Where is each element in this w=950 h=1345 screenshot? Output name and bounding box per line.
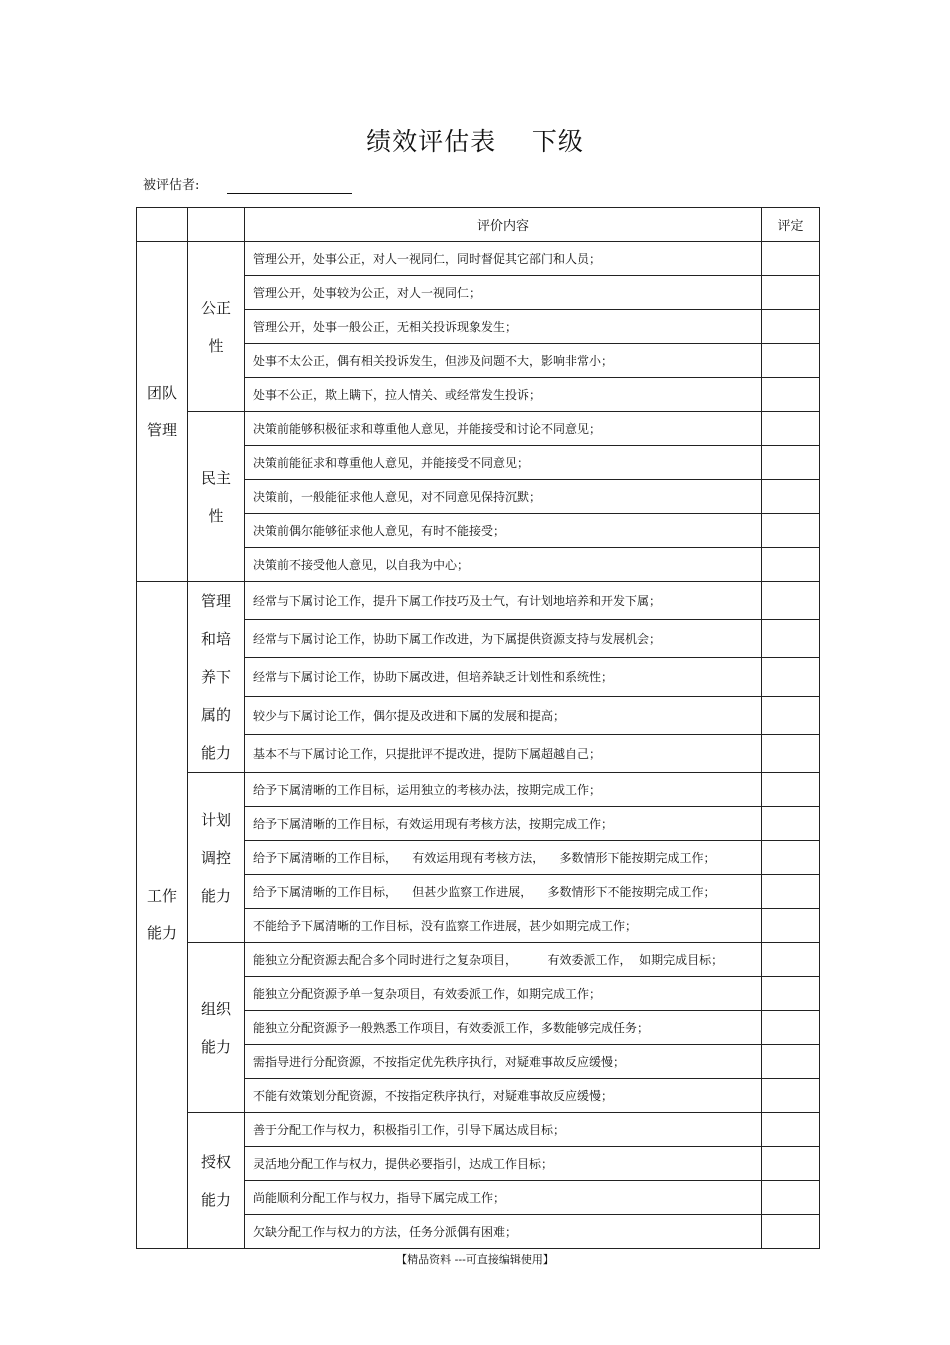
header-subcategory — [188, 208, 245, 242]
criterion-text: 经常与下属讨论工作，提升下属工作技巧及士气，有计划地培养和开发下属； — [245, 582, 762, 620]
criterion-text: 管理公开，处事较为公正，对人一视同仁； — [245, 276, 762, 310]
criterion-text: 尚能顺利分配工作与权力，指导下属完成工作； — [245, 1181, 762, 1215]
rating-cell[interactable] — [762, 875, 820, 909]
header-rating: 评定 — [762, 208, 820, 242]
subcategory-label: 公正 性 — [200, 298, 231, 355]
criterion-text: 管理公开，处事公正，对人一视同仁，同时督促其它部门和人员； — [245, 242, 762, 276]
criterion-text: 善于分配工作与权力，积极指引工作，引导下属达成目标； — [245, 1113, 762, 1147]
criterion-text: 经常与下属讨论工作，协助下属工作改进，为下属提供资源支持与发展机会； — [245, 620, 762, 658]
rating-cell[interactable] — [762, 1079, 820, 1113]
subcategory-cell — [188, 582, 245, 773]
criterion-text: 经常与下属讨论工作，协助下属改进，但培养缺乏计划性和系统性； — [245, 658, 762, 696]
category-label: 工作 能力 — [146, 887, 177, 942]
criterion-text: 较少与下属讨论工作，偶尔提及改进和下属的发展和提高； — [245, 696, 762, 734]
criterion-text: 不能有效策划分配资源，不按指定秩序执行，对疑难事故反应缓慢； — [245, 1079, 762, 1113]
subcategory-label: 组织 能力 — [200, 999, 231, 1056]
rating-cell[interactable] — [762, 344, 820, 378]
rating-cell[interactable] — [762, 1011, 820, 1045]
rating-cell[interactable] — [762, 773, 820, 807]
rating-cell[interactable] — [762, 310, 820, 344]
footer-note: 【精品资料 ---可直接编辑使用】 — [396, 1253, 554, 1266]
criterion-text: 灵活地分配工作与权力，提供必要指引，达成工作目标； — [245, 1147, 762, 1181]
rating-cell[interactable] — [762, 909, 820, 943]
assessee-name-field[interactable] — [227, 193, 352, 194]
criterion-text: 决策前能够积极征求和尊重他人意见，并能接受和讨论不同意见； — [245, 412, 762, 446]
rating-cell[interactable] — [762, 943, 820, 977]
table-row — [137, 773, 820, 807]
rating-cell[interactable] — [762, 1147, 820, 1181]
rating-cell[interactable] — [762, 1113, 820, 1147]
rating-cell[interactable] — [762, 548, 820, 582]
table-header-row — [137, 208, 820, 242]
rating-cell[interactable] — [762, 620, 820, 658]
criterion-text: 欠缺分配工作与权力的方法，任务分派偶有困难； — [245, 1215, 762, 1249]
subcategory-label: 民主 性 — [200, 468, 231, 525]
table-row — [137, 943, 820, 977]
table-row — [137, 242, 820, 276]
rating-cell[interactable] — [762, 1181, 820, 1215]
criterion-text: 能独立分配资源予单一复杂项目，有效委派工作，如期完成工作； — [245, 977, 762, 1011]
criterion-text: 决策前偶尔能够征求他人意见，有时不能接受； — [245, 514, 762, 548]
rating-cell[interactable] — [762, 514, 820, 548]
criterion-text: 给予下属清晰的工作目标，有效运用现有考核方法，按期完成工作； — [245, 807, 762, 841]
criterion-text: 能独立分配资源予一般熟悉工作项目，有效委派工作，多数能够完成任务； — [245, 1011, 762, 1045]
criterion-text: 处事不公正，欺上瞒下，拉人情关、或经常发生投诉； — [245, 378, 762, 412]
rating-cell[interactable] — [762, 807, 820, 841]
category-cell — [137, 582, 188, 1249]
table-row — [137, 582, 820, 620]
header-category — [137, 208, 188, 242]
table-row — [137, 1113, 820, 1147]
criterion-text: 给予下属清晰的工作目标，运用独立的考核办法，按期完成工作； — [245, 773, 762, 807]
category-cell — [137, 242, 188, 582]
rating-cell[interactable] — [762, 378, 820, 412]
criterion-text: 能独立分配资源去配合多个同时进行之复杂项目， 有效委派工作， 如期完成目标； — [245, 943, 762, 977]
rating-cell[interactable] — [762, 696, 820, 734]
evaluation-table-body — [137, 242, 820, 1249]
header-content: 评价内容 — [245, 208, 762, 242]
criterion-text: 决策前不接受他人意见，以自我为中心； — [245, 548, 762, 582]
rating-cell[interactable] — [762, 412, 820, 446]
subcategory-cell — [188, 943, 245, 1113]
criterion-text: 给予下属清晰的工作目标， 有效运用现有考核方法， 多数情形下能按期完成工作； — [245, 841, 762, 875]
subcategory-cell — [188, 242, 245, 412]
subcategory-cell — [188, 412, 245, 582]
criterion-text: 给予下属清晰的工作目标， 但甚少监察工作进展， 多数情形下不能按期完成工作； — [245, 875, 762, 909]
rating-cell[interactable] — [762, 582, 820, 620]
rating-cell[interactable] — [762, 841, 820, 875]
criterion-text: 处事不太公正，偶有相关投诉发生，但涉及问题不大，影响非常小； — [245, 344, 762, 378]
evaluation-table — [136, 207, 820, 1249]
assessee-label: 被评估者: — [143, 178, 200, 193]
criterion-text: 需指导进行分配资源，不按指定优先秩序执行，对疑难事故反应缓慢； — [245, 1045, 762, 1079]
table-row — [137, 412, 820, 446]
category-label: 团队 管理 — [146, 383, 177, 439]
rating-cell[interactable] — [762, 446, 820, 480]
criterion-text: 决策前，一般能征求他人意见，对不同意见保持沉默； — [245, 480, 762, 514]
subcategory-label: 计划 调控 能力 — [200, 810, 231, 905]
rating-cell[interactable] — [762, 480, 820, 514]
subcategory-cell — [188, 773, 245, 943]
criterion-text: 基本不与下属讨论工作，只提批评不提改进，提防下属超越自己； — [245, 734, 762, 772]
page-title: 绩效评估表 下级 — [366, 127, 584, 156]
rating-cell[interactable] — [762, 276, 820, 310]
subcategory-label: 授权 能力 — [200, 1152, 231, 1209]
rating-cell[interactable] — [762, 658, 820, 696]
subcategory-cell — [188, 1113, 245, 1249]
rating-cell[interactable] — [762, 1045, 820, 1079]
subcategory-label: 管理 和培 养下 属的 能力 — [200, 592, 231, 762]
rating-cell[interactable] — [762, 1215, 820, 1249]
rating-cell[interactable] — [762, 734, 820, 772]
criterion-text: 管理公开，处事一般公正，无相关投诉现象发生； — [245, 310, 762, 344]
rating-cell[interactable] — [762, 977, 820, 1011]
criterion-text: 决策前能征求和尊重他人意见，并能接受不同意见； — [245, 446, 762, 480]
criterion-text: 不能给予下属清晰的工作目标，没有监察工作进展，甚少如期完成工作； — [245, 909, 762, 943]
rating-cell[interactable] — [762, 242, 820, 276]
